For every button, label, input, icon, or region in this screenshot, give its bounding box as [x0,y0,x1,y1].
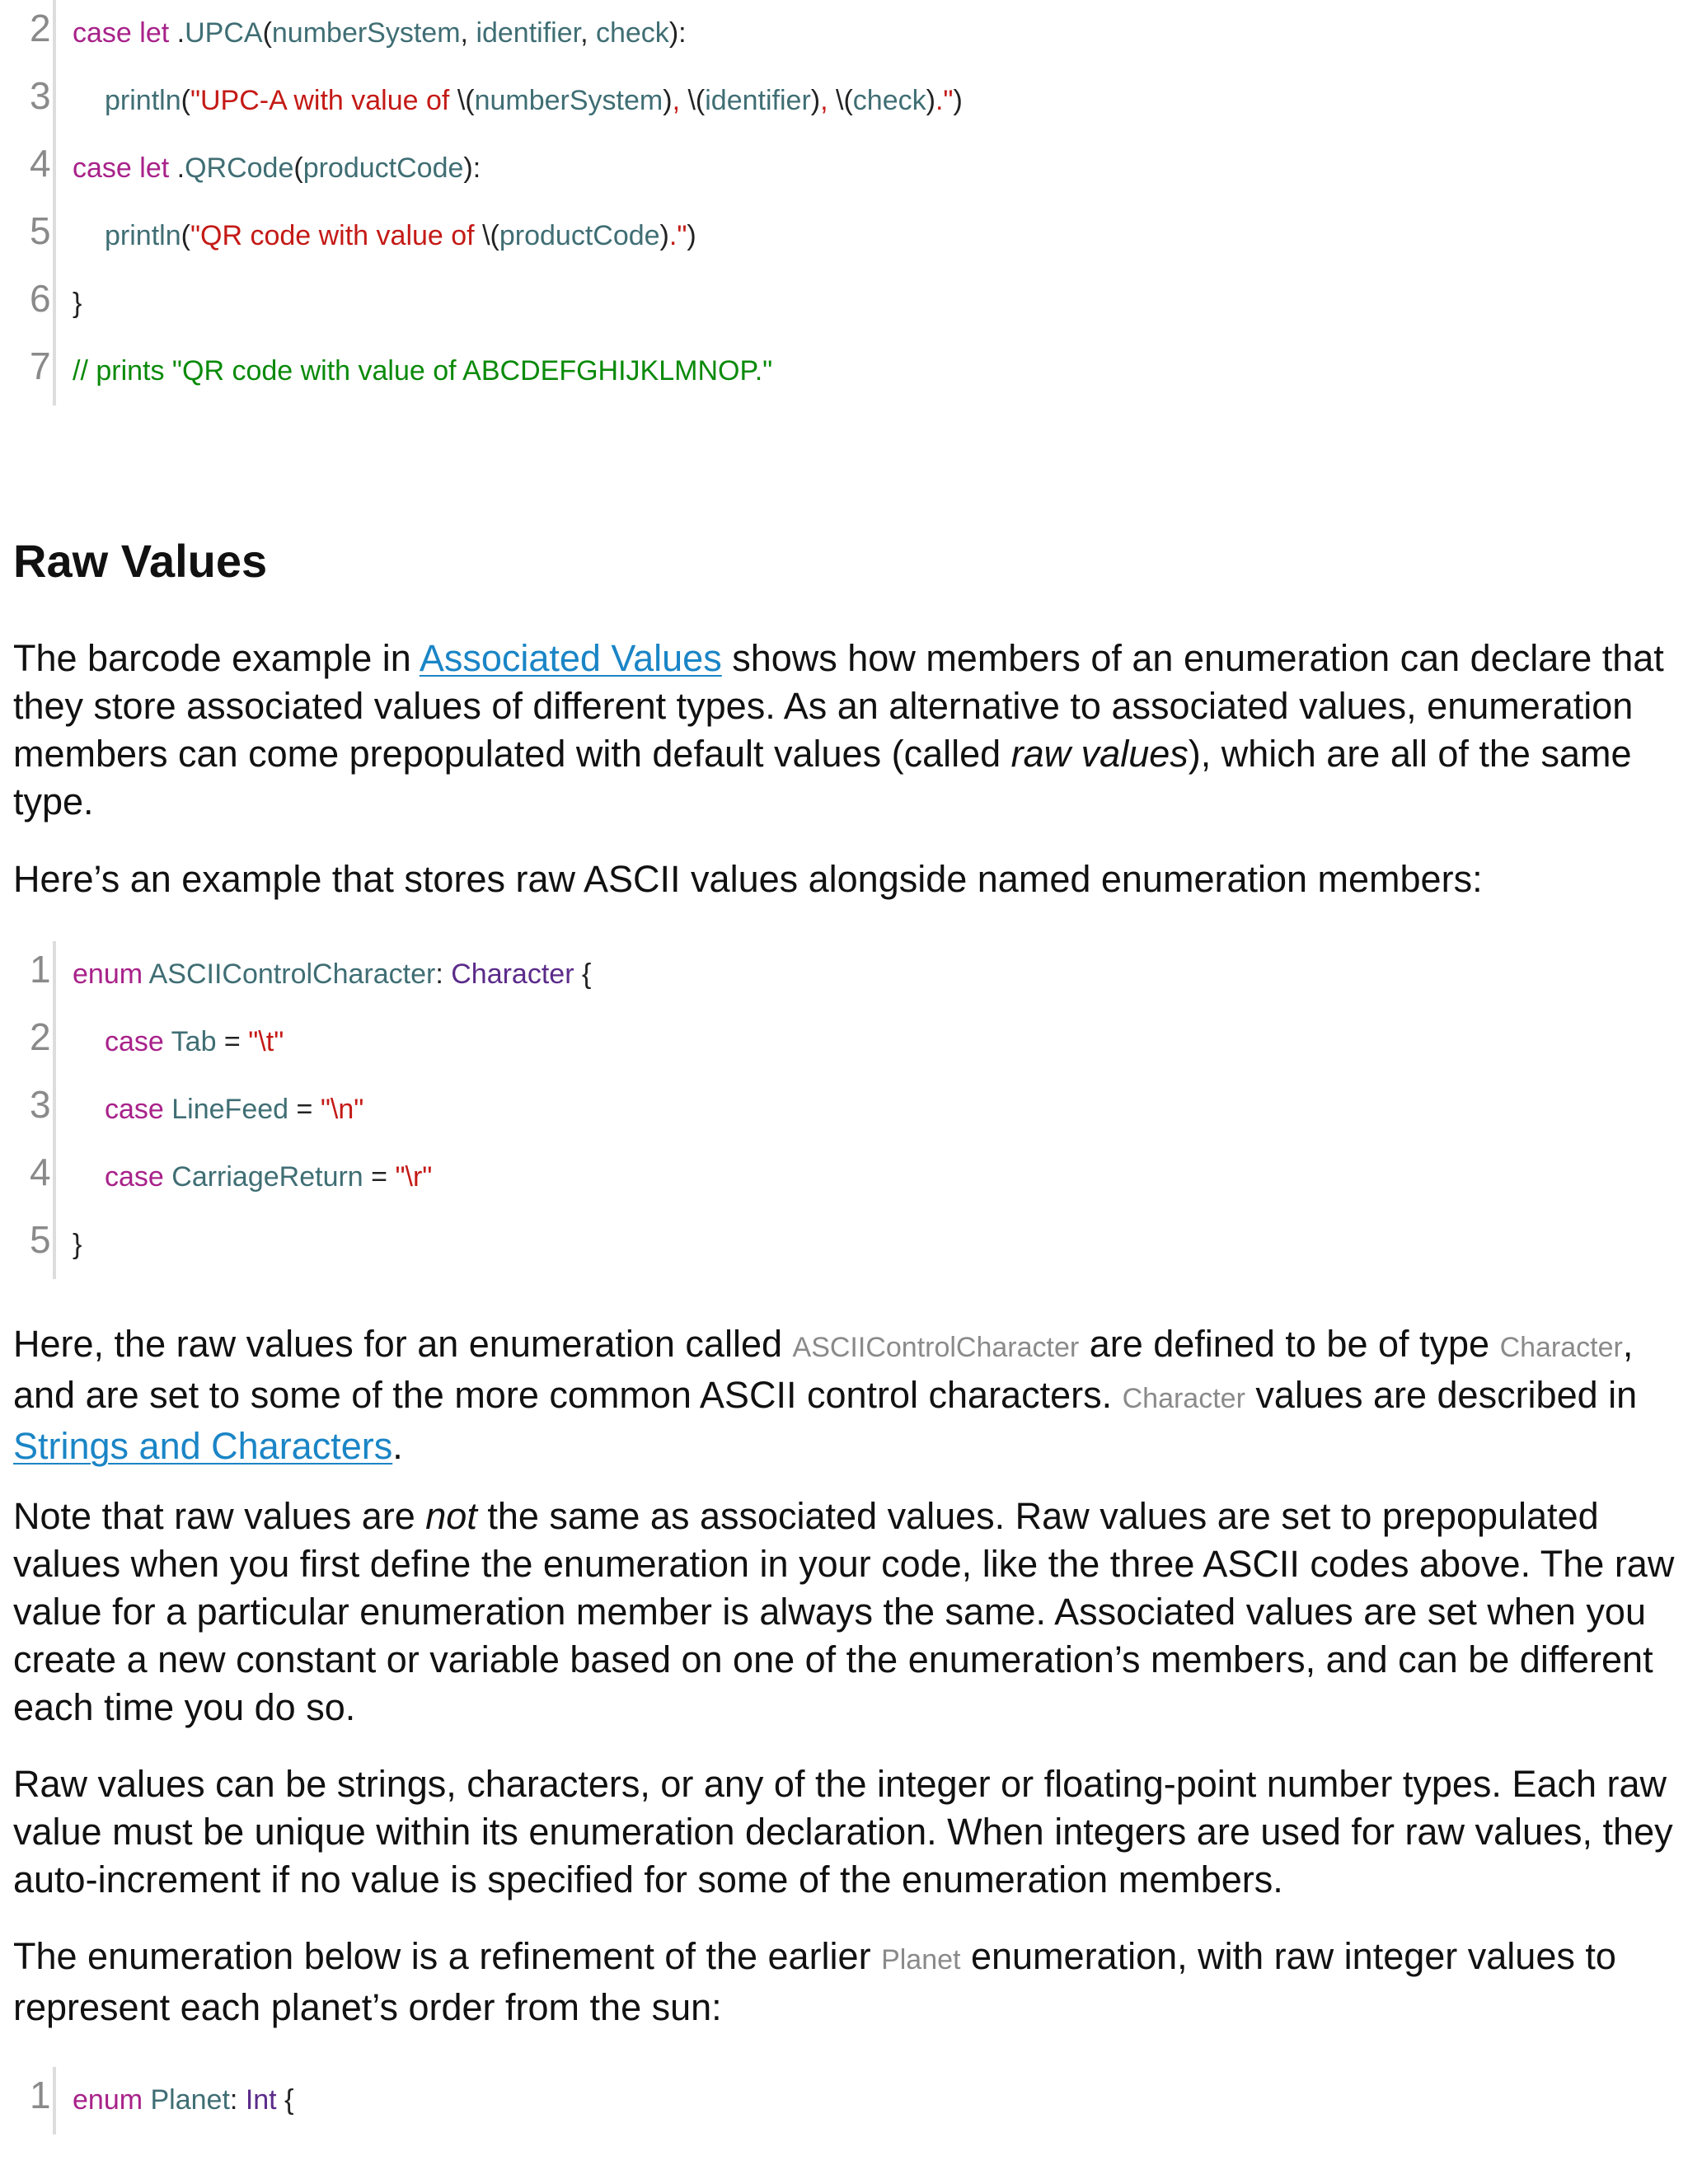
line-number: 2 [30,1015,51,1058]
identifier: check [852,85,926,116]
identifier: identifier [705,85,811,116]
inline-code: Planet [881,1944,961,1975]
code-text [105,84,963,117]
paragraph-text: The enumeration below is a refinement of the earlier [13,1935,882,1977]
identifier: identifier [476,17,581,49]
punctuation: : [435,958,452,990]
punctuation: = [216,1026,249,1057]
type-reference: Character [451,958,574,990]
case-name: LineFeed [163,1094,289,1125]
paragraph-text: . [392,1425,403,1467]
closing-brace: } [73,1229,82,1260]
punctuation: ) [659,220,669,251]
punctuation: . [169,17,185,49]
line-number: 5 [30,209,51,252]
paragraph-text: are defined to be of type [1079,1323,1500,1365]
code-text [105,219,696,252]
code-line [0,1076,1681,1144]
identifier: check [595,17,669,49]
code-line [0,1212,1681,1279]
identifier: productCode [302,152,464,184]
code-line [0,1144,1681,1212]
paragraph-text: shows how members of an enumeration can declare that they store associated values of different types. As an alternative to associated values, enumeration members can come prepopulated with default values (called [13,637,1664,775]
string-literal: "\n" [320,1094,364,1125]
paragraph-raw-vs-associated [13,1493,1678,1732]
keyword: case [105,1026,164,1057]
paragraph-text: the same as associated values. Raw values are set to prepopulated values when you first define the enumeration in your code, like the three ASCII codes above. The raw value for a particular enumeration member is always the same. Associated values are set when you create a new constant or variable based on one of the enumeration’s members, and can be different each time you do so. [13,1495,1675,1728]
code-line [0,1009,1681,1076]
string-literal: , [672,85,688,116]
code-text [73,287,82,320]
identifier: productCode [499,220,660,251]
function-name: println [105,220,181,251]
punctuation: ( [181,220,190,251]
function-name: println [105,85,181,116]
inline-code: Character [1122,1383,1245,1414]
emphasis-text: raw values [1010,733,1189,775]
line-number: 1 [30,2074,51,2116]
punctuation: . [169,152,185,184]
code-text [73,958,591,991]
closing-brace: } [73,288,82,319]
code-line [0,338,1681,405]
identifier: UPCA [185,17,263,49]
code-line [0,2067,1681,2135]
punctuation: ( [262,17,272,49]
keyword: case let [73,152,170,184]
case-name: CarriageReturn [163,1161,363,1193]
punctuation: ( [181,85,190,116]
inline-code: Character [1499,1332,1623,1363]
punctuation: ): [463,152,481,184]
punctuation: ): [668,17,687,49]
keyword: case let [73,17,170,49]
punctuation: ( [293,152,303,184]
emphasis-text: not [425,1495,477,1537]
paragraph-text: values are described in [1245,1374,1638,1416]
paragraph-raw-value-types: Raw values can be strings, characters, or any of the integer or floating-point number types. Each raw value must be unique within its enumeration declaration. When integers are used for raw values, they auto-increment if no value is specified for some of the enumeration members. [13,1763,1673,1900]
line-number: 4 [30,142,51,185]
line-number: 6 [30,277,51,320]
punctuation: { [574,958,592,990]
code-line [0,68,1681,135]
code-line [0,0,1681,68]
string-literal: "\t" [248,1026,284,1057]
code-text [73,2083,293,2116]
keyword: enum [73,2084,143,2116]
keyword: case [105,1094,164,1125]
type-name: Planet [143,2084,230,2116]
paragraph-intro [13,635,1678,826]
paragraph-text: The barcode example in [13,637,420,679]
code-block-planet-enum [0,2067,1681,2135]
code-text [73,152,481,185]
paragraph-text: Here, the raw values for an enumeration called [13,1323,793,1365]
line-number: 1 [30,948,51,991]
line-number: 2 [30,7,51,49]
punctuation: \( [457,85,475,116]
type-name: ASCIIControlCharacter [143,958,436,990]
string-literal: "\r" [395,1161,433,1193]
keyword: case [105,1161,164,1193]
code-line [0,941,1681,1009]
paragraph-text: ), which are all of the same type. [13,733,1632,823]
string-literal: ." [935,85,954,116]
identifier: numberSystem [474,85,663,116]
code-text [73,354,772,387]
code-text [105,1093,363,1126]
punctuation: , [580,17,596,49]
paragraph-ascii-explanation [13,1320,1678,1470]
code-comment: // prints "QR code with value of ABCDEFGHIJKLMNOP." [73,355,773,387]
section-title: Raw Values [13,535,268,587]
string-literal: "QR code with value of [190,220,483,251]
line-number: 7 [30,344,51,387]
punctuation: ) [687,220,696,251]
punctuation: : [229,2084,246,2116]
punctuation: { [276,2084,294,2116]
code-line [0,135,1681,203]
string-literal: , [820,85,836,116]
associated-values-link[interactable]: Associated Values [419,637,722,679]
case-name: Tab [163,1026,217,1057]
code-text [73,16,687,49]
code-block-ascii-enum [0,941,1681,1279]
line-number: 3 [30,74,51,117]
strings-and-characters-link[interactable]: Strings and Characters [13,1425,393,1467]
code-text [105,1025,284,1058]
string-literal: "UPC-A with value of [190,85,457,116]
punctuation: ) [810,85,821,116]
code-text [73,1228,82,1261]
identifier: QRCode [185,152,294,184]
paragraph-example-intro: Here’s an example that stores raw ASCII values alongside named enumeration members: [13,858,1483,900]
line-number: 3 [30,1083,51,1126]
keyword: enum [73,958,143,990]
code-block-barcode-switch [0,0,1681,405]
paragraph-text: enumeration, with raw integer values to represent each planet’s order from the sun: [13,1935,1616,2028]
code-text [105,1160,432,1193]
paragraph-text: , and are set to some of the more common ASCII control characters. [13,1323,1634,1416]
code-line [0,270,1681,338]
type-reference: Int [245,2084,277,2116]
line-number: 4 [30,1151,51,1193]
inline-code: ASCIIControlCharacter [792,1332,1080,1363]
punctuation: = [363,1161,396,1193]
paragraph-planet-intro [13,1933,1678,2032]
line-number: 5 [30,1218,51,1261]
punctuation: \( [687,85,706,116]
punctuation: , [460,17,476,49]
punctuation: \( [482,220,499,251]
punctuation: = [288,1094,321,1125]
punctuation: ) [953,85,963,116]
punctuation: ) [926,85,935,116]
identifier: numberSystem [271,17,461,49]
paragraph-text: Note that raw values are [13,1495,426,1537]
string-literal: ." [668,220,687,251]
punctuation: ) [663,85,673,116]
code-line [0,203,1681,270]
punctuation: \( [836,85,853,116]
